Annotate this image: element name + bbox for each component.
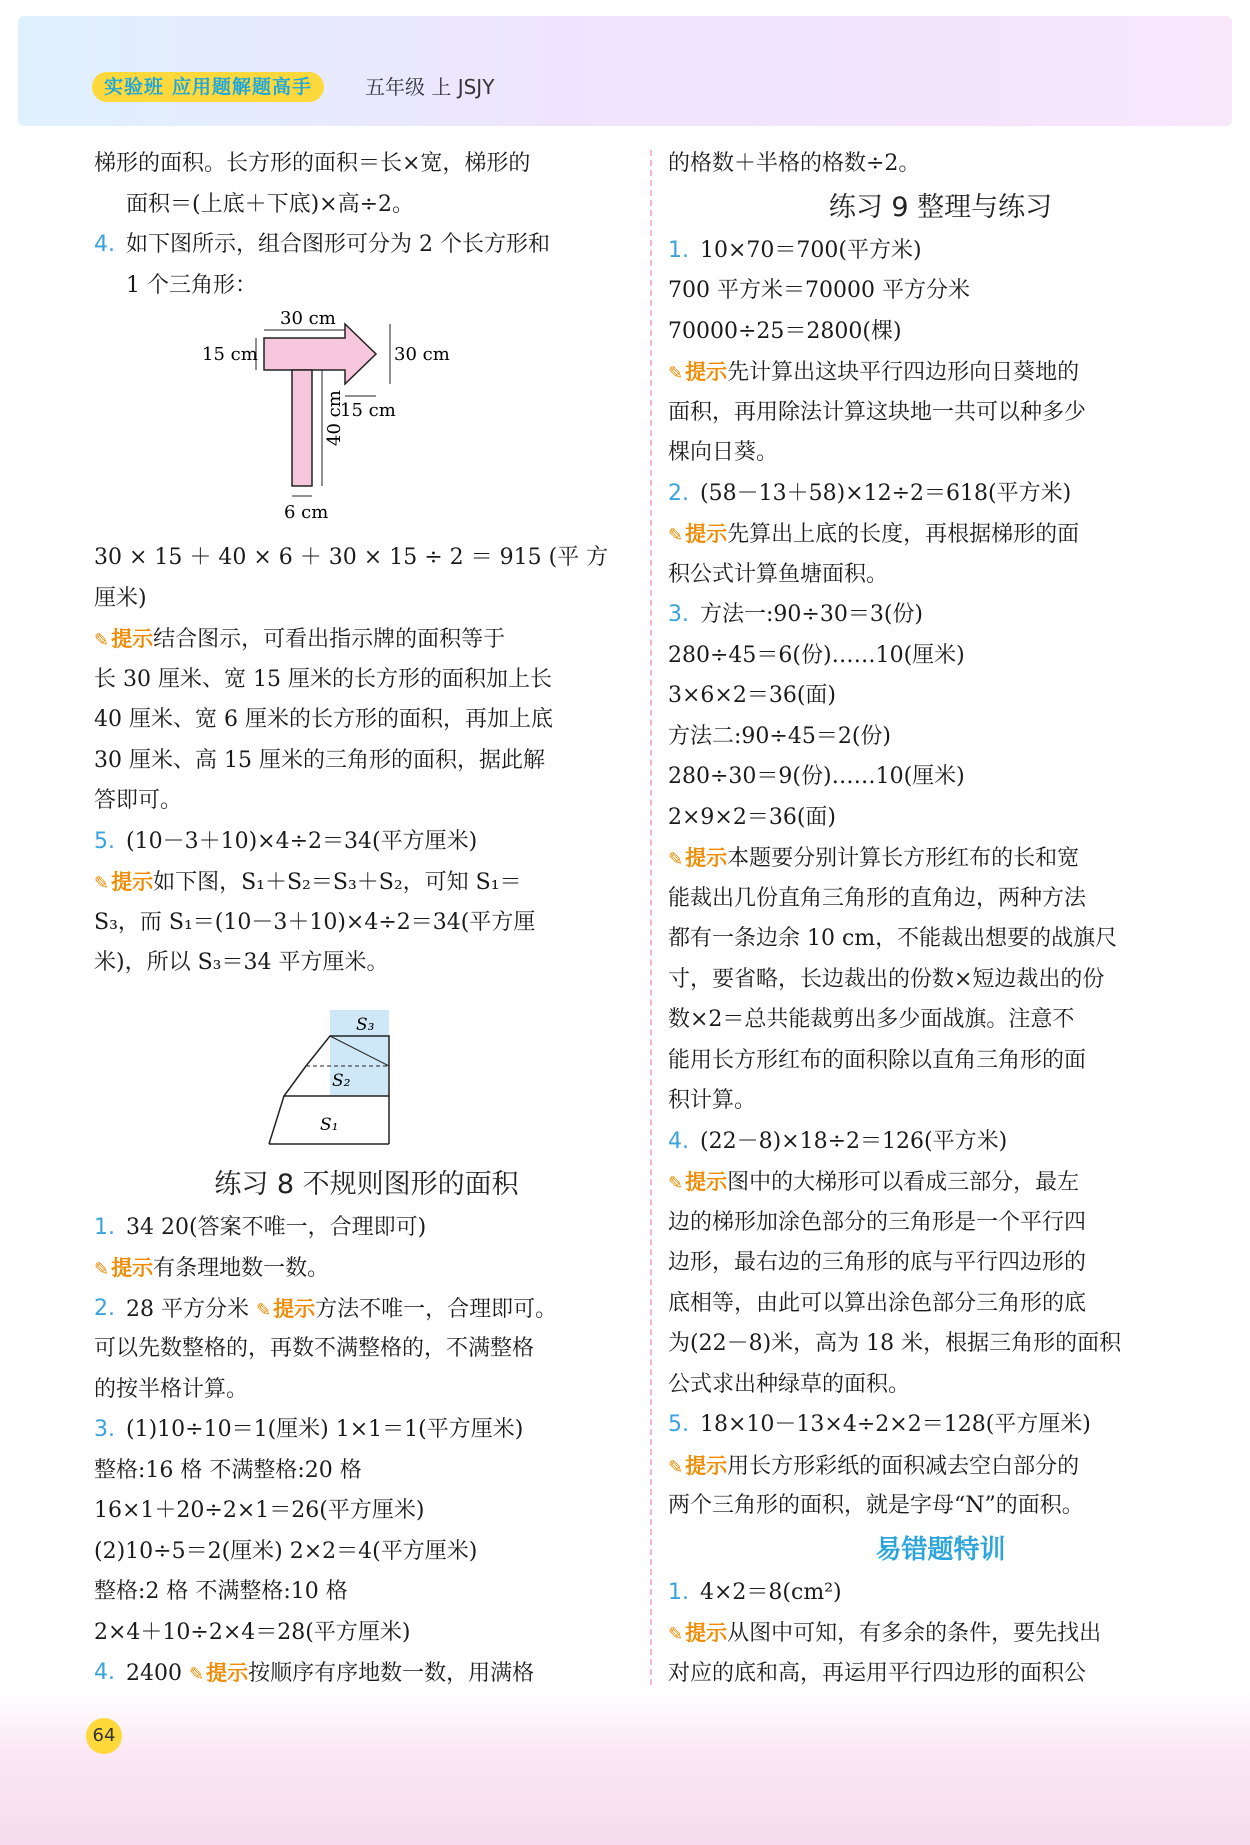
hint-icon: ✎: [668, 1624, 684, 1645]
text-line: 的格数＋半格的格数÷2。: [668, 151, 921, 176]
dim-top-width: 30 cm: [280, 308, 336, 329]
hint-icon: ✎: [94, 630, 110, 651]
question-4: 4. 如下图所示，组合图形可分为 2 个长方形和: [94, 225, 639, 266]
text-line: 整格:16 格 不满整格:20 格: [94, 1457, 362, 1483]
text-line: 答即可。: [94, 788, 183, 813]
text-line: 米)，所以 S₃＝34 平方厘米。: [94, 950, 389, 975]
text-line: S₃，而 S₁＝(10－3＋10)×4÷2＝34(平方厘: [94, 909, 536, 935]
hint-line: ✎提示结合图示，可看出指示牌的面积等于: [94, 627, 506, 652]
text-line: 整格:2 格 不满整格:10 格: [94, 1579, 348, 1604]
question-number: 2.: [94, 1295, 115, 1321]
question-5: 5. (10－3＋10)×4÷2＝34(平方厘米): [94, 822, 639, 863]
exercise-4: 4. (22－8)×18÷2＝126(平方米): [668, 1122, 1213, 1163]
dim-triangle-width: 15 cm: [340, 400, 396, 421]
hint-line: ✎提示先算出上底的长度，再根据梯形的面: [668, 522, 1080, 547]
text-line: 长 30 厘米、宽 15 厘米的长方形的面积加上长: [94, 666, 552, 692]
question-number: 4.: [94, 1660, 115, 1685]
dim-stem-width: 6 cm: [284, 502, 329, 523]
practice-3: 3. (1)10÷10＝1(厘米) 1×1＝1(平方厘米): [94, 1410, 639, 1451]
hint-icon: ✎: [256, 1299, 272, 1321]
text-line: 1 个三角形：: [126, 272, 257, 298]
text-line: 面积＝(上底＋下底)×高÷2。: [126, 191, 415, 217]
text-line: 为(22－8)米，高为 18 米，根据三角形的面积: [668, 1331, 1122, 1356]
text-line: (2)10÷5＝2(厘米) 2×2＝4(平方厘米): [94, 1538, 478, 1564]
question-number: 5.: [94, 828, 115, 854]
question-number: 1.: [668, 237, 689, 263]
hint-icon: ✎: [668, 849, 684, 870]
text-line: 70000÷25＝2800(棵): [668, 318, 902, 344]
hint-icon: ✎: [189, 1664, 205, 1685]
trapezoid-figure: [94, 984, 639, 1162]
text-line: 3×6×2＝36(面): [668, 683, 837, 708]
composite-figure-svg: [94, 306, 639, 538]
hint-line: ✎提示有条理地数一数。: [94, 1256, 330, 1281]
text-line: 积公式计算鱼塘面积。: [668, 561, 889, 587]
question-number: 4.: [668, 1128, 689, 1154]
text-line: 2×4＋10÷2×4＝28(平方厘米): [94, 1619, 411, 1645]
page-footer: [0, 1690, 1250, 1845]
question-number: 1.: [668, 1579, 689, 1605]
page-header: [18, 16, 1232, 126]
text-line: 30 × 15 ＋ 40 × 6 ＋ 30 × 15 ÷ 2 ＝ 915 (平 方: [94, 545, 609, 570]
section-title-9: 练习 9 整理与练习: [828, 191, 1053, 223]
grade-label: 五年级 上 JSJY: [365, 75, 495, 99]
hint-line: ✎提示从图中可知，有多余的条件，要先找出: [668, 1621, 1102, 1646]
label-s3: S₃: [356, 1014, 375, 1035]
hint-icon: ✎: [668, 1173, 684, 1194]
exercise-3: 3. 方法一:90÷30＝3(份): [668, 595, 1213, 636]
text-line: 寸，要省略，长边裁出的份数×短边裁出的份: [668, 966, 1105, 992]
composite-sign-figure: [94, 306, 639, 538]
exercise-5: 5. 18×10－13×4÷2×2＝128(平方厘米): [668, 1405, 1213, 1446]
text-line: 可以先数整格的，再数不满整格的，不满整格: [94, 1336, 535, 1361]
question-number: 1.: [94, 1214, 115, 1240]
exercise-1: 1. 10×70＝700(平方米): [668, 231, 1213, 272]
page-number: 64: [86, 1718, 122, 1754]
text-line: 的按半格计算。: [94, 1376, 249, 1402]
practice-1: 1. 34 20(答案不唯一，合理即可): [94, 1208, 639, 1249]
hint-line: ✎提示本题要分别计算长方形红布的长和宽: [668, 846, 1080, 871]
hint-icon: ✎: [94, 1259, 110, 1280]
text-line: 30 厘米、高 15 厘米的三角形的面积，据此解: [94, 747, 545, 773]
text-line: 280÷30＝9(份)……10(厘米): [668, 764, 965, 789]
label-s1: S₁: [320, 1114, 339, 1135]
text-line: 都有一条边余 10 cm，不能裁出想要的战旗尺: [668, 926, 1118, 951]
text-line: 数×2＝总共能裁剪出多少面战旗。注意不: [668, 1007, 1075, 1032]
text-line: 底相等，由此可以算出涂色部分三角形的底: [668, 1290, 1087, 1316]
text-line: 280÷45＝6(份)……10(厘米): [668, 642, 965, 668]
hint-line: ✎提示如下图，S₁＋S₂＝S₃＋S₂，可知 S₁＝: [94, 870, 522, 895]
question-number: 3.: [668, 602, 689, 627]
question-number: 3.: [94, 1417, 115, 1442]
text-line: 边的梯形加涂色部分的三角形是一个平行四: [668, 1209, 1087, 1235]
question-number: 2.: [668, 480, 689, 506]
hint-icon: ✎: [668, 1456, 684, 1478]
text-line: 700 平方米＝70000 平方分米: [668, 278, 970, 303]
hint-icon: ✎: [94, 873, 110, 894]
text-line: 对应的底和高，再运用平行四边形的面积公: [668, 1660, 1087, 1686]
dim-right-height: 30 cm: [394, 344, 450, 365]
text-line: 16×1＋20÷2×1＝26(平方厘米): [94, 1498, 425, 1523]
dim-stem-height: 40 cm: [324, 390, 345, 446]
text-line: 积计算。: [668, 1088, 757, 1113]
error-exercise-1: 1. 4×2＝8(cm²): [668, 1573, 1213, 1614]
text-line: 两个三角形的面积，就是字母“N”的面积。: [668, 1493, 1084, 1518]
series-brand: 实验班 应用题解题高手: [92, 72, 324, 102]
text-line: 2×9×2＝36(面): [668, 804, 837, 830]
column-divider: [650, 150, 652, 1685]
hint-line: ✎提示图中的大梯形可以看成三部分，最左: [668, 1170, 1080, 1195]
text-line: 40 厘米、宽 6 厘米的长方形的面积，再加上底: [94, 707, 553, 732]
text-line: 能用长方形红布的面积除以直角三角形的面: [668, 1047, 1087, 1073]
section-title-8: 练习 8 不规则图形的面积: [214, 1168, 519, 1200]
text-line: 梯形的面积。长方形的面积＝长×宽，梯形的: [94, 151, 531, 176]
text-line: 方法二:90÷45＝2(份): [668, 723, 891, 749]
trapezoid-figure-svg: [94, 984, 639, 1162]
text-line: 厘米): [94, 585, 147, 611]
hint-line: ✎提示用长方形彩纸的面积减去空白部分的: [668, 1453, 1080, 1479]
left-column: [94, 144, 639, 1694]
text-line: 边形，最右边的三角形的底与平行四边形的: [668, 1250, 1087, 1275]
practice-4: 4. 2400 ✎提示按顺序有序地数一数，用满格: [94, 1653, 639, 1694]
text-line: 棵向日葵。: [668, 440, 779, 465]
label-s2: S₂: [332, 1070, 351, 1091]
exercise-2: 2. (58－13＋58)×12÷2＝618(平方米): [668, 474, 1213, 515]
practice-2: 2. 28 平方分米 ✎提示方法不唯一，合理即可。: [94, 1289, 639, 1330]
text-line: 面积，再用除法计算这块地一共可以种多少: [668, 399, 1087, 425]
right-column: [668, 144, 1213, 1694]
question-number: 4.: [94, 232, 115, 257]
hint-line: ✎提示先计算出这块平行四边形向日葵地的: [668, 360, 1080, 385]
hint-icon: ✎: [668, 363, 684, 384]
question-number: 5.: [668, 1412, 689, 1437]
dim-left-height: 15 cm: [202, 344, 258, 365]
text-line: 能裁出几份直角三角形的直角边，两种方法: [668, 885, 1087, 911]
special-training-title: 易错题特训: [875, 1534, 1006, 1565]
hint-icon: ✎: [668, 525, 684, 546]
text-line: 公式求出种绿草的面积。: [668, 1371, 911, 1397]
